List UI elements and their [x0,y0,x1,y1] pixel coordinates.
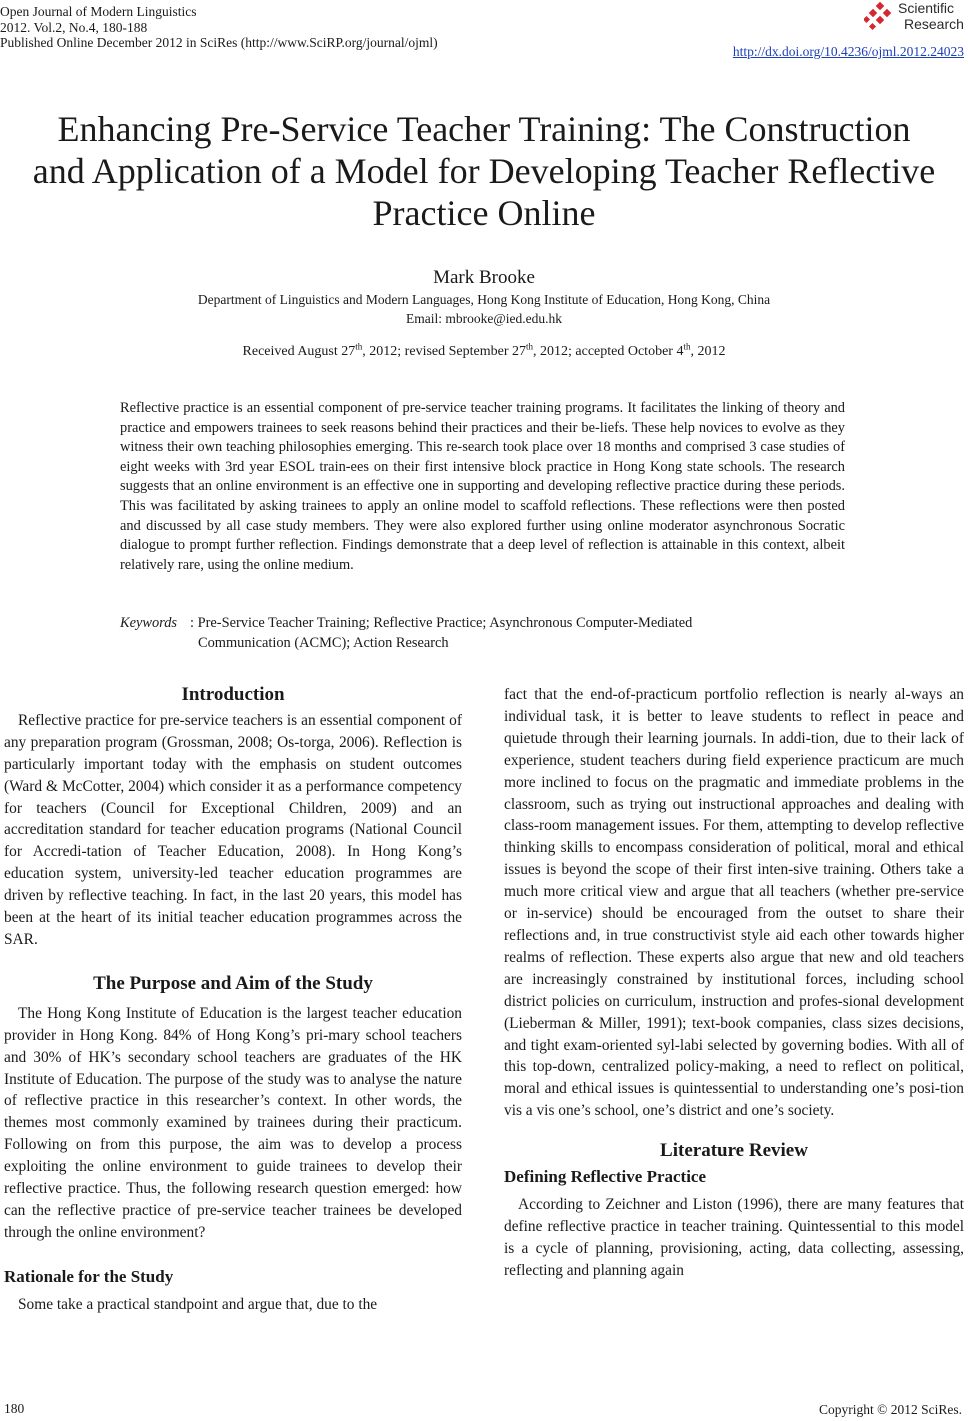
title-line-3: Practice Online [372,193,596,233]
purpose-heading: The Purpose and Aim of the Study [93,972,373,994]
keywords-text-2: Communication (ACMC); Action Research [198,634,449,651]
doi-link[interactable]: http://dx.doi.org/10.4236/ojml.2012.24023 [732,44,964,59]
keywords [120,614,845,651]
logo-diamond-icon [864,2,896,34]
received-sup: th [355,341,363,352]
author-email: Email: mbrooke@ied.edu.hk [405,311,563,326]
purpose-paragraph: The Hong Kong Institute of Education is the largest teacher education provider in Hong Kong. 84% of Hong Kong’s pri-mary school teachers and 30% of HK’s secondary school teachers are graduates of the HK Institute of Education. The purpose of the study was to analyse the nature of reflective practice in this researcher’s context. In other words, the themes most commonly examined by trainees during their practicum. Following on from this purpose, the aim was to develop a process exploiting the online environment to guide trainees to develop their reflective practice. Thus, the following research question emerged: how can the reflective practice of pre-service teacher trainees be developed through the online environment? [4,1004,462,1241]
logo-text-research: Research [904,16,964,32]
revised-date: , 2012; revised September 27 [362,344,526,359]
left-column [4,684,462,1316]
revised-sup: th [525,341,533,352]
logo-text-scientific: Scientific [898,0,955,16]
author-affiliation-block [0,290,968,328]
scientific-research-logo [864,0,964,36]
rationale-continued-paragraph: fact that the end-of-practicum portfolio reflection is nearly al-ways an individual task, it is better to leave students to reflect in peace and quietude through their learning journals. In addi-tion, due to their lack of experience, student teachers during field experience practicum are much more inclined to focus on the pragmatic and immediate problems in the classroom, such as trying out instructional approaches and dealing with class-room management issues. For them, attempting to develop reflective thinking skills to encompass consideration of political, moral and ethical issues is beyond the scope of their first inten-sive training. Others take a much more critical view and argue that all teachers (whether pre-service or in-service) should be encouraged from the outset to share their reflections and, in true constructivist style aid each other towards higher realms of reflection. These experts also argue that new and old teachers are increasingly constrained by institutional forces, including school district policies on curriculum, instruction and profes-sional development (Lieberman & Miller, 1991); text-book companies, class sizes decisions, and tight exam-oriented syl-labi selected by governing bodies. With all of this top-down, centralized policy-making, a need to reflect on political, moral and ethical issues is quintessential to understanding one’s posi-tion vis a vis one’s school, one’s district and one’s society. [504,686,964,1120]
rationale-heading: Rationale for the Study [4,1266,174,1286]
title-line-1: Enhancing Pre-Service Teacher Training: The Construction [57,109,911,149]
received-date: Received August 27 [242,344,356,359]
journal-published-line: Published Online December 2012 in SciRes (http://www.SciRP.org/journal/ojml) [0,35,438,50]
author-affiliation: Department of Linguistics and Modern Languages, Hong Kong Institute of Education, Hong Kong, China [197,292,771,307]
journal-volume: 2012. Vol.2, No.4, 180-188 [0,19,148,35]
journal-name: Open Journal of Modern Linguistics [0,4,197,19]
publication-dates [0,341,968,360]
title-line-2: and Application of a Model for Developing Teacher Reflective [32,151,936,191]
copyright-notice: Copyright © 2012 SciRes. [818,1402,962,1417]
page-number: 180 [4,1401,25,1416]
introduction-paragraph: Reflective practice for pre-service teachers is an essential component of any preparation program (Grossman, 2008; Os-torga, 2006). Reflection is particularly important today with the emphasis on student outcomes (Ward & McCotter, 2004) which consider it as a performance competency for teachers (Council for Exceptional Children, 2009) and an accreditation standard for teacher education programs (National Council for Accredi-tation of Teacher Education, 2008). In Hong Kong’s education system, university-led teacher education programmes are driven by reflective teaching. In fact, in the last 20 years, this model has been at the heart of its initial teacher education programmes across the SAR. [4,711,462,948]
literature-review-heading: Literature Review [660,1140,808,1162]
abstract: Reflective practice is an essential component of pre-service teacher training programs. It facilitates the linking of theory and practice and empowers trainees to seek reasons behind their practices and their be-liefs. These help novices to evolve as they witness their own teaching philosophies emerging. This re-search took place over 18 months and comprised 3 case studies of eight weeks with 3rd year ESOL train-ees on their first intensive block practice in Hong Kong state schools. The research suggests that an online environment is an effective one in supporting and developing reflective practice during these periods. This was facilitated by asking trainees to apply an online model to scaffold reflections. These reflections were then posted and discussed by all case study members. They were also explored further using online moderator asynchronous Socratic dialogue to prompt further reflection. Findings demonstrate that a deep level of reflection is attainable in this context, albeit relatively rare, using the online medium. [120,400,845,573]
accepted-year: , 2012 [690,344,726,359]
introduction-heading: Introduction [181,684,285,705]
defining-paragraph: According to Zeichner and Liston (1996), there are many features that define reflective practice in teacher training. Quintessential to this model is a cycle of planning, provisioning, acting, data collecting, assessing, reflecting and planning again [504,1195,964,1279]
keywords-text: : Pre-Service Teacher Training; Reflective Practice; Asynchronous Computer-Mediated [190,615,693,631]
defining-reflective-practice-heading: Defining Reflective Practice [504,1167,707,1187]
keywords-label: Keywords [120,615,178,631]
author-name: Mark Brooke [433,267,535,288]
accepted-sup: th [683,341,691,352]
rationale-paragraph: Some take a practical standpoint and argue that, due to the [18,1295,378,1313]
paper-title [0,108,968,234]
journal-header [0,4,438,51]
right-column [504,684,964,1282]
accepted-date: , 2012; accepted October 4 [533,344,684,359]
